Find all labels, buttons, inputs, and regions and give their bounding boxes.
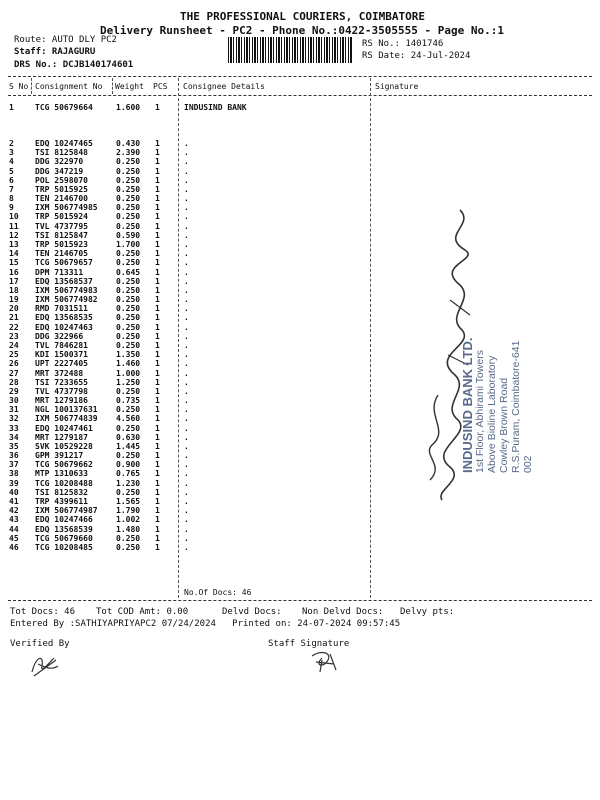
row-weight: 0.250 (116, 304, 141, 314)
table-row (0, 313, 600, 322)
row-consignee: . (184, 340, 189, 350)
table-row (0, 295, 600, 304)
row-weight: 0.250 (116, 313, 141, 323)
table-row (0, 103, 600, 112)
row-pcs: 1 (155, 340, 160, 350)
row-weight: 0.630 (116, 432, 141, 442)
row-pcs: 1 (155, 423, 160, 433)
row-consignee: . (184, 212, 189, 222)
row-consignee: . (184, 432, 189, 442)
printed-on: Printed on: 24-07-2024 09:57:45 (232, 619, 401, 629)
table-row (0, 212, 600, 221)
row-sno: 30 (9, 396, 19, 406)
row-sno: 2 (9, 139, 14, 148)
row-pcs: 1 (155, 542, 160, 552)
row-consignment: POL 2598070 (35, 175, 88, 185)
row-consignee: . (184, 386, 189, 396)
row-consignee: . (184, 469, 189, 479)
verifier-initials (28, 652, 62, 678)
row-pcs: 1 (155, 524, 160, 534)
row-weight: 0.430 (116, 139, 141, 148)
row-pcs: 1 (155, 441, 160, 451)
row-consignment: TEN 2146700 (35, 194, 88, 204)
row-consignment: MRT 372488 (35, 368, 84, 378)
row-sno: 4 (9, 157, 14, 167)
table-row (0, 543, 600, 552)
row-consignment: RMD 7031511 (35, 304, 88, 314)
entered-by (10, 619, 400, 629)
row-sno: 6 (9, 175, 14, 185)
row-consignee: . (184, 258, 189, 268)
col-header-consignment: Consignment No (35, 82, 103, 91)
row-consignee: . (184, 230, 189, 240)
row-consignee: . (184, 304, 189, 314)
row-consignee: . (184, 478, 189, 488)
row-consignee: . (184, 157, 189, 167)
table-row (0, 222, 600, 231)
row-consignee: . (184, 285, 189, 295)
row-pcs: 1 (155, 175, 160, 185)
row-sno: 23 (9, 331, 19, 341)
row-pcs: 1 (155, 322, 160, 332)
row-consignee: . (184, 423, 189, 433)
row-consignee: . (184, 184, 189, 194)
row-pcs: 1 (155, 139, 160, 148)
row-consignment: DDG 322966 (35, 331, 84, 341)
row-consignment: TSI 8125832 (35, 487, 88, 497)
row-consignee: . (184, 203, 189, 213)
col-divider (31, 78, 32, 94)
row-sno: 39 (9, 478, 19, 488)
row-sno: 42 (9, 506, 19, 516)
row-weight: 0.645 (116, 267, 141, 277)
row-consignment: TCG 50679662 (35, 460, 93, 470)
row-consignee: . (184, 331, 189, 341)
row-consignee: . (184, 148, 189, 158)
row-sno: 32 (9, 414, 19, 424)
row-consignment: UPT 2227405 (35, 359, 88, 369)
table-row (0, 258, 600, 267)
table-row (0, 286, 600, 295)
row-pcs: 1 (155, 460, 160, 470)
row-weight: 0.900 (116, 460, 141, 470)
row-consignee: . (184, 239, 189, 249)
row-weight: 0.250 (116, 295, 141, 305)
row-consignment: TCG 10208488 (35, 478, 93, 488)
row-pcs: 1 (155, 506, 160, 516)
row-weight: 1.700 (116, 239, 141, 249)
row-consignment: SVK 10529228 (35, 441, 93, 451)
row-pcs: 1 (155, 331, 160, 341)
row-weight: 0.250 (116, 487, 141, 497)
row-weight: 0.250 (116, 276, 141, 286)
row-consignee: . (184, 322, 189, 332)
no-of-docs: No.Of Docs: 46 (184, 588, 252, 597)
table-top-rule (8, 76, 592, 77)
row-sno: 31 (9, 405, 19, 415)
stamp-line: Above Bioline Laboratory (486, 355, 498, 473)
row-consignment: TCG 50679664 (35, 103, 93, 112)
row-consignment: TCG 50679657 (35, 258, 93, 268)
row-consignee: . (184, 515, 189, 525)
row-weight: 1.460 (116, 359, 141, 369)
row-consignee: . (184, 166, 189, 176)
row-consignment: MTP 1310633 (35, 469, 88, 479)
row-weight: 1.350 (116, 350, 141, 360)
row-sno: 46 (9, 542, 19, 552)
row-sno: 34 (9, 432, 19, 442)
row-pcs: 1 (155, 249, 160, 259)
row-consignee: . (184, 221, 189, 231)
stamp-line: R.S.Puram, Coimbatore-641 002 (510, 340, 534, 473)
row-pcs: 1 (155, 212, 160, 222)
delivered-docs: Delvd Docs: (222, 607, 282, 617)
table-row (0, 268, 600, 277)
row-consignee: . (184, 313, 189, 323)
row-pcs: 1 (155, 414, 160, 424)
row-pcs: 1 (155, 377, 160, 387)
row-sno: 18 (9, 285, 19, 295)
row-consignment: EDQ 13568537 (35, 276, 93, 286)
row-sno: 13 (9, 239, 19, 249)
row-pcs: 1 (155, 515, 160, 525)
table-row (0, 479, 600, 488)
row-sno: 26 (9, 359, 19, 369)
row-weight: 0.250 (116, 423, 141, 433)
table-row (0, 277, 600, 286)
route-label: Route: AUTO DLY PC2 (14, 35, 117, 45)
row-pcs: 1 (155, 258, 160, 268)
row-consignee: . (184, 368, 189, 378)
row-sno: 41 (9, 497, 19, 507)
non-delivered-docs: Non Delvd Docs: (302, 607, 384, 617)
row-consignment: IXM 506774839 (35, 414, 98, 424)
row-weight: 0.250 (116, 322, 141, 332)
row-consignee: . (184, 350, 189, 360)
row-consignment: EDQ 10247465 (35, 139, 93, 148)
row-weight: 0.250 (116, 175, 141, 185)
table-row (0, 249, 600, 258)
table-row (0, 194, 600, 203)
row-weight: 0.250 (116, 184, 141, 194)
row-pcs: 1 (155, 313, 160, 323)
row-sno: 10 (9, 212, 19, 222)
row-consignment: TEN 2146705 (35, 249, 88, 259)
row-pcs: 1 (155, 276, 160, 286)
row-sno: 17 (9, 276, 19, 286)
row-pcs: 1 (155, 295, 160, 305)
row-weight: 0.250 (116, 221, 141, 231)
row-pcs: 1 (155, 221, 160, 231)
row-consignee: . (184, 267, 189, 277)
row-consignment: TVL 4737795 (35, 221, 88, 231)
table-bottom-rule (8, 600, 592, 601)
row-consignee: . (184, 542, 189, 552)
row-consignee: INDUSIND BANK (184, 103, 247, 112)
row-weight: 0.250 (116, 249, 141, 259)
company-title: THE PROFESSIONAL COURIERS, COIMBATORE (180, 10, 426, 23)
table-row (0, 176, 600, 185)
table-row (0, 167, 600, 176)
row-weight: 1.790 (116, 506, 141, 516)
row-pcs: 1 (155, 478, 160, 488)
row-consignment: EDQ 13568539 (35, 524, 93, 534)
staff-signature-label: Staff Signature (268, 639, 350, 649)
row-sno: 5 (9, 166, 14, 176)
row-consignment: TSI 7233655 (35, 377, 88, 387)
row-consignment: IXM 506774983 (35, 285, 98, 295)
row-weight: 0.250 (116, 405, 141, 415)
row-sno: 25 (9, 350, 19, 360)
row-sno: 1 (9, 103, 14, 112)
row-pcs: 1 (155, 304, 160, 314)
row-weight: 1.445 (116, 441, 141, 451)
total-docs: Tot Docs: 46 (10, 607, 76, 617)
row-weight: 0.250 (116, 212, 141, 222)
row-consignee: . (184, 396, 189, 406)
table-row (0, 157, 600, 166)
row-consignee: . (184, 414, 189, 424)
row-weight: 0.765 (116, 469, 141, 479)
row-pcs: 1 (155, 203, 160, 213)
row-pcs: 1 (155, 396, 160, 406)
row-sno: 16 (9, 267, 19, 277)
row-sno: 36 (9, 451, 19, 461)
col-header-pcs: PCS (153, 82, 168, 91)
row-weight: 1.480 (116, 524, 141, 534)
row-pcs: 1 (155, 285, 160, 295)
row-pcs: 1 (155, 230, 160, 240)
row-consignment: KDI 1500371 (35, 350, 88, 360)
row-consignment: IXM 506774982 (35, 295, 98, 305)
row-sno: 27 (9, 368, 19, 378)
row-weight: 0.250 (116, 166, 141, 176)
row-pcs: 1 (155, 166, 160, 176)
row-consignment: TRP 5015923 (35, 239, 88, 249)
row-pcs: 1 (155, 359, 160, 369)
rs-date: RS Date: 24-Jul-2024 (362, 51, 471, 61)
row-consignment: EDQ 10247466 (35, 515, 93, 525)
col-header-weight: Weight (115, 82, 144, 91)
row-consignee: . (184, 533, 189, 543)
verified-by-label: Verified By (10, 639, 70, 649)
row-sno: 21 (9, 313, 19, 323)
row-sno: 11 (9, 221, 19, 231)
row-weight: 1.000 (116, 368, 141, 378)
row-pcs: 1 (155, 386, 160, 396)
row-weight: 4.560 (116, 414, 141, 424)
table-row (0, 515, 600, 524)
row-consignment: TCG 10208485 (35, 542, 93, 552)
table-row (0, 148, 600, 157)
rs-number: RS No.: 1401746 (362, 39, 444, 49)
row-consignee: . (184, 487, 189, 497)
row-sno: 40 (9, 487, 19, 497)
row-consignee: . (184, 139, 189, 148)
row-consignment: IXM 506774987 (35, 506, 98, 516)
row-weight: 0.250 (116, 451, 141, 461)
stamp-bank-name: INDUSIND BANK LTD. (460, 337, 475, 473)
row-sno: 24 (9, 340, 19, 350)
row-sno: 3 (9, 148, 14, 158)
row-consignee: . (184, 194, 189, 204)
row-consignee: . (184, 497, 189, 507)
row-consignment: MRT 1279186 (35, 396, 88, 406)
row-consignee: . (184, 506, 189, 516)
row-consignment: EDQ 10247461 (35, 423, 93, 433)
row-weight: 0.250 (116, 331, 141, 341)
row-sno: 37 (9, 460, 19, 470)
entered-by-text: Entered By :SATHIYAPRIYAPC2 07/24/2024 (10, 619, 216, 629)
row-weight: 0.735 (116, 396, 141, 406)
table-row (0, 240, 600, 249)
table-row (0, 506, 600, 515)
table-row (0, 185, 600, 194)
row-consignment: TRP 5015925 (35, 184, 88, 194)
row-weight: 1.600 (116, 103, 141, 112)
row-pcs: 1 (155, 103, 160, 112)
row-pcs: 1 (155, 451, 160, 461)
row-consignee: . (184, 451, 189, 461)
row-pcs: 1 (155, 469, 160, 479)
row-pcs: 1 (155, 184, 160, 194)
row-sno: 12 (9, 230, 19, 240)
row-pcs: 1 (155, 497, 160, 507)
col-header-consignee: Consignee Details (183, 82, 265, 91)
row-consignment: NGL 100137631 (35, 405, 98, 415)
row-consignment: TSI 8125847 (35, 230, 88, 240)
row-weight: 0.250 (116, 542, 141, 552)
row-consignment: DDG 322970 (35, 157, 84, 167)
row-consignment: EDQ 13568535 (35, 313, 93, 323)
row-sno: 22 (9, 322, 19, 332)
table-row (0, 525, 600, 534)
row-weight: 1.565 (116, 497, 141, 507)
table-row (0, 231, 600, 240)
row-pcs: 1 (155, 194, 160, 204)
row-weight: 1.230 (116, 478, 141, 488)
row-pcs: 1 (155, 239, 160, 249)
row-consignment: GPM 391217 (35, 451, 84, 461)
row-consignee: . (184, 249, 189, 259)
row-consignment: DDG 347219 (35, 166, 84, 176)
row-consignment: TVL 7846281 (35, 340, 88, 350)
row-sno: 28 (9, 377, 19, 387)
row-pcs: 1 (155, 487, 160, 497)
staff-label: Staff: RAJAGURU (14, 47, 96, 57)
delivery-points: Delvy pts: (400, 607, 455, 617)
table-row (0, 488, 600, 497)
row-consignment: TSI 8125848 (35, 148, 88, 158)
row-weight: 0.250 (116, 157, 141, 167)
row-sno: 7 (9, 184, 14, 194)
row-sno: 29 (9, 386, 19, 396)
row-sno: 19 (9, 295, 19, 305)
table-row (0, 304, 600, 313)
row-weight: 0.250 (116, 533, 141, 543)
row-consignment: EDQ 10247463 (35, 322, 93, 332)
col-divider (112, 78, 113, 94)
runsheet-subtitle: Delivery Runsheet - PC2 - Phone No.:0422-3505555 - Page No.:1 (100, 24, 504, 37)
col-header-signature: Signature (375, 82, 419, 91)
row-pcs: 1 (155, 157, 160, 167)
row-weight: 1.002 (116, 515, 141, 525)
row-consignee: . (184, 175, 189, 185)
barcode-image (228, 37, 352, 63)
row-sno: 14 (9, 249, 19, 259)
row-weight: 0.250 (116, 194, 141, 204)
row-pcs: 1 (155, 350, 160, 360)
table-row (0, 139, 600, 148)
row-pcs: 1 (155, 148, 160, 158)
row-consignee: . (184, 295, 189, 305)
row-weight: 2.390 (116, 148, 141, 158)
stamp-line: 1st Floor, Abhirami Towers (474, 350, 486, 473)
row-weight: 0.590 (116, 230, 141, 240)
row-sno: 15 (9, 258, 19, 268)
row-pcs: 1 (155, 432, 160, 442)
row-sno: 38 (9, 469, 19, 479)
row-weight: 0.250 (116, 340, 141, 350)
row-consignment: DPM 713311 (35, 267, 84, 277)
row-consignment: TRP 5015924 (35, 212, 88, 222)
row-consignment: TCG 50679660 (35, 533, 93, 543)
row-consignment: TVL 4737798 (35, 386, 88, 396)
row-sno: 33 (9, 423, 19, 433)
stamp-line: Cowley Brown Road (498, 377, 510, 473)
table-row (0, 497, 600, 506)
row-consignee: . (184, 359, 189, 369)
row-sno: 8 (9, 194, 14, 204)
row-consignment: MRT 1279187 (35, 432, 88, 442)
row-consignee: . (184, 524, 189, 534)
row-sno: 45 (9, 533, 19, 543)
table-row (0, 203, 600, 212)
row-weight: 1.250 (116, 377, 141, 387)
row-consignee: . (184, 405, 189, 415)
row-pcs: 1 (155, 405, 160, 415)
row-consignee: . (184, 276, 189, 286)
row-pcs: 1 (155, 267, 160, 277)
row-sno: 20 (9, 304, 19, 314)
row-consignee: . (184, 377, 189, 387)
drs-number: DRS No.: DCJB140174601 (14, 60, 134, 70)
row-sno: 35 (9, 441, 19, 451)
row-pcs: 1 (155, 368, 160, 378)
row-weight: 0.250 (116, 285, 141, 295)
row-consignment: TRP 4399611 (35, 497, 88, 507)
row-weight: 0.250 (116, 203, 141, 213)
table-row (0, 534, 600, 543)
row-sno: 44 (9, 524, 19, 534)
col-header-sno: S No (9, 82, 29, 91)
staff-initials (308, 648, 340, 674)
table-header-rule (8, 95, 592, 96)
row-sno: 9 (9, 203, 14, 213)
row-consignment: IXM 506774985 (35, 203, 98, 213)
row-consignee: . (184, 441, 189, 451)
row-pcs: 1 (155, 533, 160, 543)
row-weight: 0.250 (116, 386, 141, 396)
row-consignee: . (184, 460, 189, 470)
total-cod-amount: Tot COD Amt: 0.00 (96, 607, 189, 617)
row-weight: 0.250 (116, 258, 141, 268)
row-sno: 43 (9, 515, 19, 525)
